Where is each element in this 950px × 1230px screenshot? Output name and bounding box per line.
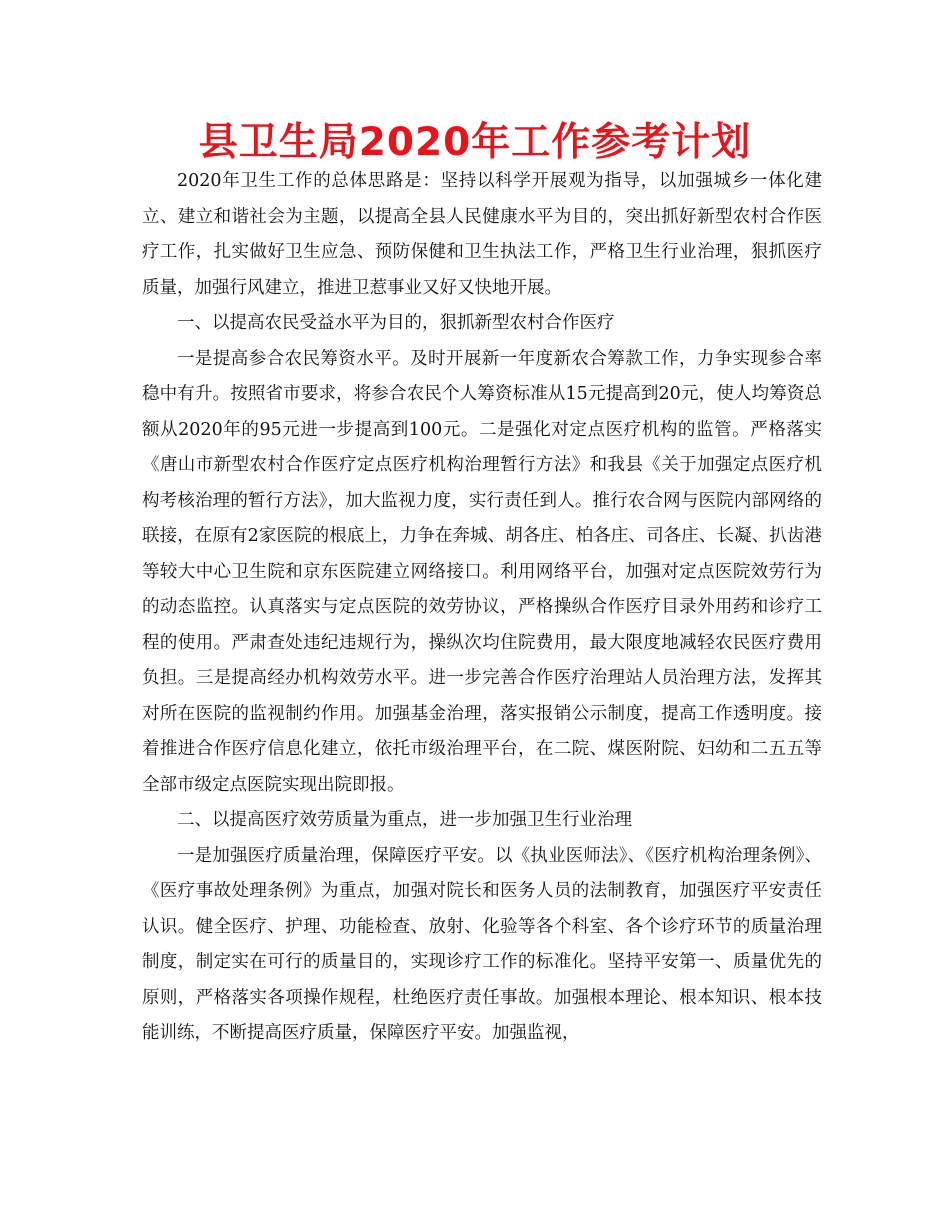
paragraph-overview: 2020年卫生工作的总体思路是：坚持以科学开展观为指导，以加强城乡一体化建立、建立和谐社会为主题，以提高全县人民健康水平为目的，突出抓好新型农村合作医疗工作，扎实做好卫生应急、预防保健和卫生执法工作，严格卫生行业治理，狠抓医疗质量，加强行风建立，推进卫惹事业又好又快地开展。 bbox=[142, 171, 822, 298]
paragraph-medical-quality: 一是加强医疗质量治理，保障医疗平安。以《执业医师法》、《医疗机构治理条例》、《医疗事故处理条例》为重点，加强对院长和医务人员的法制教育，加强医疗平安责任认识。健全医疗、护理、功能检查、放射、化验等各个科室、各个诊疗环节的质量治理制度，制定实在可行的质量目的，实现诊疗工作的标准化。坚持平安第一、质量优先的原则，严格落实各项操作规程，杜绝医疗责任事故。加强根本理论、根本知识、根本技能训练，不断提高医疗质量，保障医疗平安。加强监视， bbox=[142, 845, 822, 1043]
section-heading-1: 一、以提高农民受益水平为目的，狠抓新型农村合作医疗 bbox=[177, 313, 615, 333]
document-body bbox=[142, 164, 822, 1052]
paragraph-rural-cooperative-medical: 一是提高参合农民筹资水平。及时开展新一年度新农合筹款工作，力争实现参合率稳中有升。按照省市要求，将参合农民个人筹资标准从15元提高到20元，使人均筹资总额从2020年的95元进一步提高到100元。二是强化对定点医疗机构的监管。严格落实《唐山市新型农村合作医疗定点医疗机构治理暂行方法》和我县《关于加强定点医疗机构考核治理的暂行方法》，加大监视力度，实行责任到人。推行农合网与医院内部网络的联接，在原有2家医院的根底上，力争在奔城、胡各庄、柏各庄、司各庄、长凝、扒齿港等较大中心卫生院和京东医院建立网络接口。利用网络平台，加强对定点医院效劳行为的动态监控。认真落实与定点医院的效劳协议，严格操纵合作医疗目录外用药和诊疗工程的使用。严肃查处违纪违规行为，操纵次均住院费用，最大限度地减轻农民医疗费用负担。三是提高经办机构效劳水平。进一步完善合作医疗治理站人员治理方法，发挥其对所在医院的监视制约作用。加强基金治理，落实报销公示制度，提高工作透明度。接着推进合作医疗信息化建立，依托市级治理平台，在二院、煤医附院、妇幼和二五五等全部市级定点医院实现出院即报。 bbox=[142, 348, 822, 795]
document-title: 县卫生局2020年工作参考计划 bbox=[198, 120, 752, 165]
section-heading-2: 二、以提高医疗效劳质量为重点，进一步加强卫生行业治理 bbox=[177, 810, 632, 830]
